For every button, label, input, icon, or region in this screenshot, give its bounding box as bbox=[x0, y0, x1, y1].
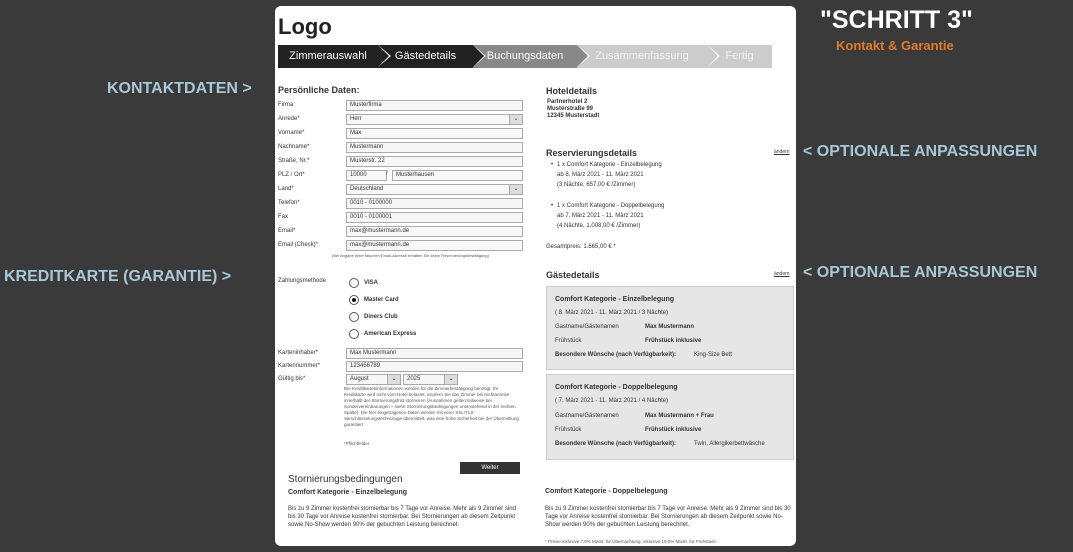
year-value: 2025 bbox=[407, 376, 421, 382]
reservation-total: Gesamtpreis: 1.665,00 € * bbox=[546, 244, 616, 250]
label-fax: Fax bbox=[278, 214, 289, 220]
step-label: Zimmerauswahl bbox=[289, 50, 367, 62]
breakfast-label: Frühstück bbox=[555, 338, 582, 344]
step-title: "SCHRITT 3" bbox=[820, 6, 973, 34]
cancellation-left-text: Bis zu 9 Zimmer kostenfrei stornierbar bis 7 Tage vor Anreise. Mehr als 9 Zimmer sind bis 30 Tage vor Anreise kostenfrei stornierbar. Bei Stornierungen ab diesem Zeitpunkt sowie No-Show werden 90% der gebuchten Leistung berechnet. bbox=[288, 506, 516, 528]
reservation-bullet: • bbox=[551, 203, 554, 209]
label-telefon: Telefon* bbox=[278, 200, 300, 206]
cancellation-right-title: Comfort Kategorie - Doppelbelegung bbox=[545, 488, 668, 495]
reservation-item-title: 1 x Comfort Kategorie - Einzelbelegung bbox=[557, 162, 662, 168]
label-strasse: Straße, Nr.* bbox=[278, 158, 310, 164]
label-karteninhaber: Karteninhaber* bbox=[278, 350, 319, 356]
step-zimmerauswahl[interactable] bbox=[278, 45, 378, 68]
reservation-item-dates: ab 8. März 2021 - 11. März 2021 bbox=[557, 172, 644, 178]
wishes-value: King-Size Bett bbox=[694, 352, 733, 358]
karteninhaber-input[interactable]: Max Mustermann bbox=[346, 348, 523, 359]
email-note: (Bei Angabe einer falschen Email-Adresse erhalten Sie keine Reservierungsbestätigung) bbox=[332, 253, 489, 258]
annotation-optional-guests: < OPTIONALE ANPASSUNGEN bbox=[803, 264, 1038, 281]
label-zahlungsmethode: Zahlungsmethode bbox=[278, 278, 327, 284]
annotation-optional-reservation: < OPTIONALE ANPASSUNGEN bbox=[803, 143, 1038, 160]
chevron-down-icon: ⌄ bbox=[387, 375, 400, 384]
label-land: Land* bbox=[278, 186, 294, 192]
radio-visa[interactable] bbox=[349, 278, 359, 288]
guests-heading: Gästedetails bbox=[546, 270, 600, 280]
required-note: *Pflichtfelder bbox=[344, 441, 370, 446]
label-firma: Firma bbox=[278, 102, 294, 108]
step-label: Buchungsdaten bbox=[486, 50, 564, 62]
month-select[interactable] bbox=[346, 374, 401, 385]
wishes-label: Besondere Wünsche (nach Verfügbarkeit): bbox=[555, 352, 677, 358]
breakfast-value: Frühstück inklusive bbox=[645, 338, 702, 344]
step-zusammenfassung bbox=[577, 45, 707, 68]
email-input[interactable]: max@mustermann.de bbox=[346, 226, 523, 237]
chevron-down-icon: ⌄ bbox=[509, 115, 522, 124]
hotel-name: Partnerhotel 2 bbox=[547, 99, 588, 105]
radio-mastercard[interactable] bbox=[349, 295, 359, 305]
booking-panel bbox=[275, 6, 796, 546]
radio-diners[interactable] bbox=[349, 312, 359, 322]
land-value: Deutschland bbox=[350, 186, 384, 192]
hotel-heading: Hoteldetails bbox=[546, 86, 598, 96]
chevron-down-icon: ⌄ bbox=[509, 185, 522, 194]
reservation-item-dates: ab 7. März 2021 - 11. März 2021 bbox=[557, 213, 644, 219]
reservation-bullet: • bbox=[551, 162, 554, 168]
cancellation-right-text: Bis zu 9 Zimmer kostenfrei stornierbar bis 7 Tage vor Anreise. Mehr als 9 Zimmer sind bis 30 Tage vor Anreise kostenfrei stornierbar. Bei Stornierungen ab diesem Zeitpunkt sowie No-Show werden 90% der gebuchten Leistung berechnet. bbox=[545, 506, 791, 528]
label-plz-ort: PLZ / Ort* bbox=[278, 172, 305, 178]
step-label: Zusammenfassung bbox=[595, 50, 689, 62]
label-gueltig-bis: Gültig bis* bbox=[278, 376, 306, 382]
reservation-item-price: (4 Nächte, 1.008,00 € /Zimmer) bbox=[557, 223, 641, 229]
label-email-check: Email (Check)* bbox=[278, 242, 319, 248]
label-visa: VISA bbox=[364, 280, 379, 286]
label-email: Email* bbox=[278, 228, 296, 234]
guests-change-link[interactable]: ändern bbox=[774, 271, 790, 277]
reservation-change-link[interactable]: ändern bbox=[774, 149, 790, 155]
personal-heading: Persönliche Daten: bbox=[278, 85, 360, 95]
reservation-heading: Reservierungsdetails bbox=[546, 148, 638, 158]
year-select[interactable] bbox=[403, 374, 458, 385]
vorname-input[interactable]: Max bbox=[346, 128, 523, 139]
telefon-input[interactable]: 0010 - 0100000 bbox=[346, 198, 523, 209]
annotation-kontaktdaten: KONTAKTDATEN > bbox=[107, 80, 252, 97]
step-label: Gästedetails bbox=[394, 50, 457, 62]
breakfast-label: Frühstück bbox=[555, 427, 582, 433]
label-diners: Diners Club bbox=[364, 314, 398, 320]
radio-amex[interactable] bbox=[349, 329, 359, 339]
wishes-label: Besondere Wünsche (nach Verfügbarkeit): bbox=[555, 441, 677, 447]
hotel-street: Musterstraße 99 bbox=[547, 106, 594, 112]
anrede-value: Herr bbox=[350, 116, 362, 122]
kartennummer-input[interactable]: 123456789 bbox=[346, 361, 523, 372]
guest-room-card bbox=[546, 286, 794, 370]
land-select[interactable] bbox=[346, 184, 523, 195]
firma-input[interactable]: Musterfirma bbox=[346, 100, 523, 111]
guest-names-label: Gastname/Gästenamen bbox=[555, 413, 619, 419]
vat-footnote: * Preise inklusive 7,0% MwSt. für Übernachtung, inklusive 19,0% MwSt. für Frühstück. bbox=[545, 539, 717, 544]
reservation-item-title: 1 x Comfort Kategorie - Doppelbelegung bbox=[557, 203, 665, 209]
wishes-value: Twin, Allergikerbettwäsche bbox=[694, 441, 765, 447]
anrede-select[interactable] bbox=[346, 114, 523, 125]
guest-names: Max Mustermann bbox=[645, 324, 695, 330]
guest-room-dates: ( 8. März 2021 - 11. März 2021 / 3 Nächte) bbox=[555, 310, 668, 316]
guest-room-card bbox=[546, 374, 794, 460]
month-value: August bbox=[350, 376, 369, 382]
label-anrede: Anrede* bbox=[278, 116, 300, 122]
card-info-text: Die Kreditkarteninformationen werden für die Zimmerbestätigung benötigt. Ihr Kreditkarte wird nicht vom Hotel belastet, insofern Sie das Zimmer bei Nichtanreise innerhalb der Stornierungsfrist stornieren (Ausnahmen gelten teilweise bei Sondervereinbarungen – siehe Stornierungsbedingungen untenstehend in der rechten Spalte). Die hier eingetragenen Daten werden mit einer SSL/TLS-Verschlüsselungstechnologie übermittelt, was eine hohe Sicherheit bei der Übermittlung garantiert. bbox=[344, 386, 519, 427]
guest-room-title: Comfort Kategorie - Einzelbelegung bbox=[555, 296, 675, 303]
plz-input[interactable]: 10000 bbox=[346, 170, 387, 181]
strasse-input[interactable]: Musterstr. 22 bbox=[346, 156, 523, 167]
nachname-input[interactable]: Mustermann bbox=[346, 142, 523, 153]
label-amex: American Express bbox=[364, 331, 417, 337]
guest-room-dates: ( 7. März 2021 - 11. März 2021 / 4 Nächte) bbox=[555, 398, 668, 404]
chevron-down-icon: ⌄ bbox=[444, 375, 457, 384]
label-kartennummer: Kartennummer* bbox=[278, 363, 321, 369]
step-gaestedetails[interactable] bbox=[378, 45, 473, 68]
step-label: Fertig bbox=[725, 50, 754, 62]
plz-ort-separator: / bbox=[386, 171, 388, 177]
guest-names: Max Mustermann + Frau bbox=[645, 413, 714, 419]
weiter-button[interactable]: Weiter bbox=[460, 462, 520, 474]
cancellation-heading: Stornierungsbedingungen bbox=[288, 474, 403, 485]
label-vorname: Vorname* bbox=[278, 130, 305, 136]
guest-room-title: Comfort Kategorie - Doppelbelegung bbox=[555, 384, 678, 391]
step-buchungsdaten[interactable] bbox=[473, 45, 577, 68]
cancellation-left-title: Comfort Kategorie - Einzelbelegung bbox=[288, 489, 408, 496]
progress-steps bbox=[278, 45, 772, 68]
ort-input[interactable]: Musterhausen bbox=[392, 170, 523, 181]
logo: Logo bbox=[278, 14, 332, 39]
step-subtitle: Kontakt & Garantie bbox=[836, 38, 954, 53]
fax-input[interactable]: 0010 - 0100001 bbox=[346, 212, 523, 223]
reservation-item-price: (3 Nächte, 657,00 € /Zimmer) bbox=[557, 182, 636, 188]
annotation-kreditkarte: KREDITKARTE (GARANTIE) > bbox=[4, 268, 232, 285]
label-nachname: Nachname* bbox=[278, 144, 310, 150]
email-check-input[interactable]: max@mustermann.de bbox=[346, 240, 523, 251]
hotel-city: 12345 Musterstadt bbox=[547, 113, 600, 119]
guest-names-label: Gastname/Gästenamen bbox=[555, 324, 619, 330]
breakfast-value: Frühstück inklusive bbox=[645, 427, 702, 433]
label-mastercard: Master Card bbox=[364, 297, 399, 303]
